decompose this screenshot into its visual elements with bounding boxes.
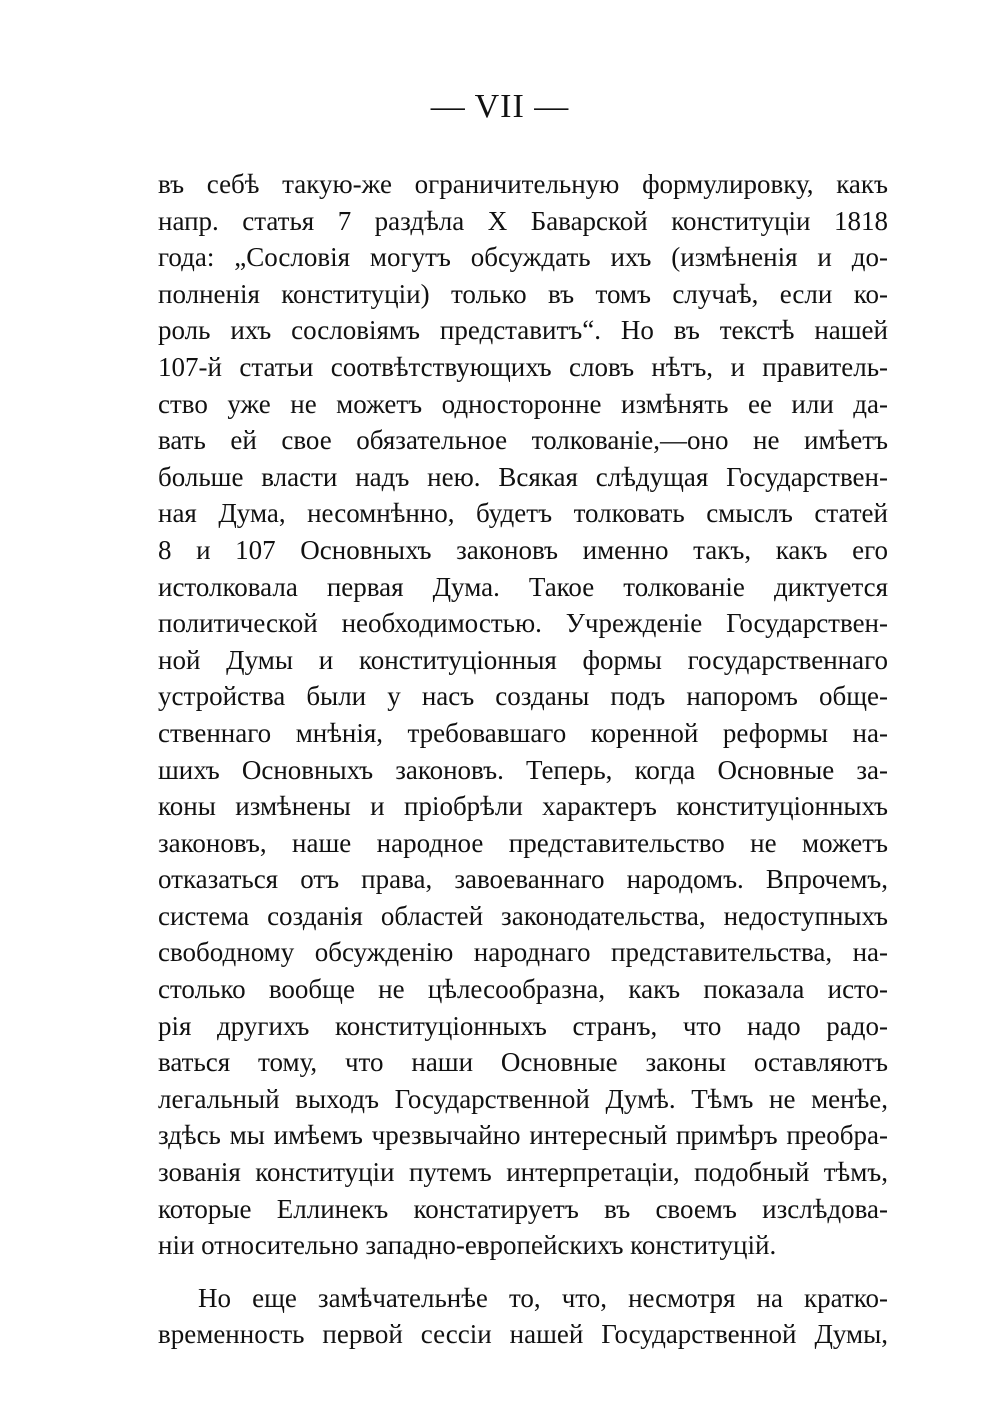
text-line: ная Дума, несомнѣнно, будетъ толковать смыслъ статей <box>158 498 888 529</box>
text-line: свободному обсужденію народнаго представительства, на- <box>158 937 888 968</box>
text-line: политической необходимостью. Учрежденіе Государствен- <box>158 608 888 639</box>
text-line: въ себѣ такую-же ограничительную формулировку, какъ <box>158 169 888 199</box>
page-number: — VII — <box>430 88 570 125</box>
paragraph-2 <box>158 1280 888 1353</box>
text-line: напр. статья 7 раздѣла X Баварской конституціи 1818 <box>158 205 888 236</box>
text-line: вать ей свое обязательное толкованіе,—оно не имѣетъ <box>158 425 888 456</box>
text-line: столько вообще не цѣлесообразна, какъ показала исто- <box>158 974 888 1005</box>
text-line: Но еще замѣчательнѣе то, что, несмотря на кратко- <box>198 1282 888 1313</box>
body-text <box>158 166 888 1353</box>
paragraph-1 <box>158 166 888 1264</box>
paragraph-gap <box>158 1264 888 1280</box>
text-line: шихъ Основныхъ законовъ. Теперь, когда Основные за- <box>158 754 888 785</box>
text-line: больше власти надъ нею. Всякая слѣдущая Государствен- <box>158 461 888 492</box>
text-line: ной Думы и конституціонныя формы государственнаго <box>158 644 888 675</box>
text-line: легальный выходъ Государственной Думѣ. Тѣмъ не менѣе, <box>158 1083 888 1114</box>
text-line: полненія конституціи) только въ томъ случаѣ, если ко- <box>158 278 888 309</box>
text-line: 8 и 107 Основныхъ законовъ именно такъ, какъ его <box>158 534 888 565</box>
text-line: рія другихъ конституціонныхъ странъ, что надо радо- <box>158 1010 888 1041</box>
text-line: законовъ, наше народное представительство не можетъ <box>158 827 888 858</box>
text-line: устройства были у насъ созданы подъ напоромъ обще- <box>158 681 888 712</box>
text-line: зованія конституціи путемъ интерпретаціи, подобный тѣмъ, <box>158 1157 888 1188</box>
text-line: которые Еллинекъ констатируетъ въ своемъ изслѣдова- <box>158 1193 888 1224</box>
text-line: коны измѣнены и пріобрѣли характеръ конституціонныхъ <box>158 791 888 822</box>
text-line: временность первой сессіи нашей Государственной Думы, <box>158 1319 888 1350</box>
text-line: ство уже не можетъ односторонне измѣнять ее или да- <box>158 388 888 419</box>
text-line: 107-й статьи соотвѣтствующихъ словъ нѣтъ, и правитель- <box>158 351 888 382</box>
text-line: здѣсь мы имѣемъ чрезвычайно интересный примѣръ преобра- <box>158 1120 888 1151</box>
text-line: истолковала первая Дума. Такое толкованіе диктуется <box>158 571 888 602</box>
text-line: система созданія областей законодательства, недоступныхъ <box>158 900 888 931</box>
text-line: отказаться отъ права, завоеваннаго народомъ. Впрочемъ, <box>158 864 888 895</box>
text-line: ственнаго мнѣнія, требовавшаго коренной реформы на- <box>158 717 888 748</box>
text-line: года: „Сословія могутъ обсуждать ихъ (измѣненія и до- <box>158 242 888 273</box>
text-line: роль ихъ сословіямъ представитъ“. Но въ текстѣ нашей <box>158 315 888 346</box>
text-line: ваться тому, что наши Основные законы оставляютъ <box>158 1047 888 1078</box>
text-line: ніи относительно западно-европейскихъ конституцій. <box>158 1230 777 1261</box>
